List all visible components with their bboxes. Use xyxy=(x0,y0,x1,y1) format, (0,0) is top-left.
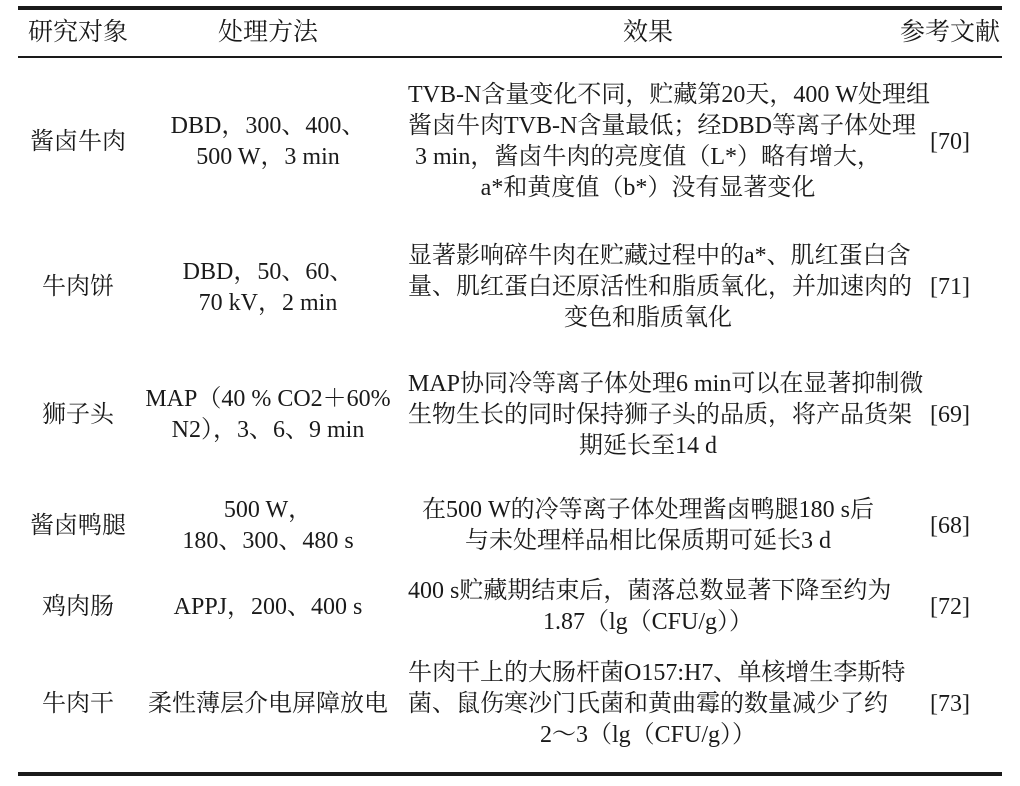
cell-effect xyxy=(398,576,898,638)
method-line: N2），3、6、9 min xyxy=(171,417,365,443)
table-row xyxy=(18,641,1002,768)
cell-reference: [69] xyxy=(930,401,970,428)
method-line: 180、300、480 s xyxy=(182,528,354,554)
effect-line: 400 s贮藏期结束后，菌落总数显著下降至约为 xyxy=(408,578,892,604)
effect-line: 菌、鼠伤寒沙门氏菌和黄曲霉的数量减少了约 xyxy=(408,691,888,717)
cell-method xyxy=(138,689,398,720)
effect-line: 在500 W的冷等离子体处理酱卤鸭腿180 s后 xyxy=(422,497,874,523)
table-row xyxy=(18,60,1002,224)
cell-effect xyxy=(398,241,912,334)
effect-line: 期延长至14 d xyxy=(579,432,717,459)
cell-method xyxy=(138,111,398,173)
cell-subject: 酱卤鸭腿 xyxy=(30,512,126,539)
cell-reference: [70] xyxy=(930,128,970,155)
effect-line: TVB-N含量变化不同，贮藏第20天，400 W处理组 xyxy=(408,82,930,108)
header-method: 处理方法 xyxy=(217,19,318,46)
header-subject: 研究对象 xyxy=(27,19,128,46)
effect-line: a*和黄度值（b*）没有显著变化 xyxy=(480,175,816,201)
effect-line: 酱卤牛肉TVB-N含量最低；经DBD等离子体处理 xyxy=(408,113,916,139)
effect-line: 2～3（lg（CFU/g）） xyxy=(539,722,757,748)
cell-subject: 牛肉干 xyxy=(42,691,114,717)
effect-line: 量、肌红蛋白还原活性和脂质氧化，并加速肉的 xyxy=(408,274,912,300)
table-header-row xyxy=(18,10,1002,56)
effect-line: 变色和脂质氧化 xyxy=(564,305,732,331)
header-effect: 效果 xyxy=(622,19,673,46)
method-line: 70 kV，2 min xyxy=(198,289,338,316)
effect-line: 1.87（lg（CFU/g）） xyxy=(542,609,754,635)
method-line: MAP（40 % CO2＋60% xyxy=(145,386,391,412)
method-line: 500 W，3 min xyxy=(196,144,340,170)
cell-effect xyxy=(398,80,930,204)
cell-method xyxy=(138,384,398,446)
cell-effect xyxy=(398,658,906,751)
data-table xyxy=(18,6,1002,776)
method-line: 柔性薄层介电屏障放电 xyxy=(148,691,388,717)
method-line: DBD，50、60、 xyxy=(182,258,354,285)
cell-method xyxy=(138,495,398,557)
table-row xyxy=(18,351,1002,479)
cell-reference: [68] xyxy=(930,512,970,539)
effect-line: 与未处理样品相比保质期可延长3 d xyxy=(465,528,831,554)
cell-reference: [72] xyxy=(930,593,970,620)
effect-line: 显著影响碎牛肉在贮藏过程中的a*、肌红蛋白含 xyxy=(408,243,911,269)
method-line: 500 W， xyxy=(223,497,313,523)
cell-reference: [71] xyxy=(930,274,970,300)
effect-line: MAP协同冷等离子体处理6 min可以在显著抑制微 xyxy=(408,370,924,397)
cell-reference: [73] xyxy=(930,691,970,717)
table-row xyxy=(18,479,1002,573)
cell-method xyxy=(138,592,398,623)
table-row xyxy=(18,224,1002,351)
method-line: DBD，300、400、 xyxy=(170,113,366,139)
cell-subject: 酱卤牛肉 xyxy=(30,128,126,155)
effect-line: 牛肉干上的大肠杆菌O157:H7、单核增生李斯特 xyxy=(408,660,906,686)
cell-effect xyxy=(398,495,898,557)
cell-subject: 鸡肉肠 xyxy=(42,593,114,620)
effect-line: 3 min，酱卤牛肉的亮度值（L*）略有增大， xyxy=(415,144,881,170)
cell-subject: 牛肉饼 xyxy=(42,274,114,300)
cell-method xyxy=(138,257,398,319)
header-reference: 参考文献 xyxy=(899,19,1000,46)
table-bottom-rule xyxy=(18,772,1002,776)
effect-line: 生物生长的同时保持狮子头的品质，将产品货架 xyxy=(408,401,912,428)
table-row xyxy=(18,573,1002,641)
table-body xyxy=(18,58,1002,772)
cell-effect xyxy=(398,369,924,462)
cell-subject: 狮子头 xyxy=(42,401,114,428)
method-line: APPJ，200、400 s xyxy=(173,593,363,620)
